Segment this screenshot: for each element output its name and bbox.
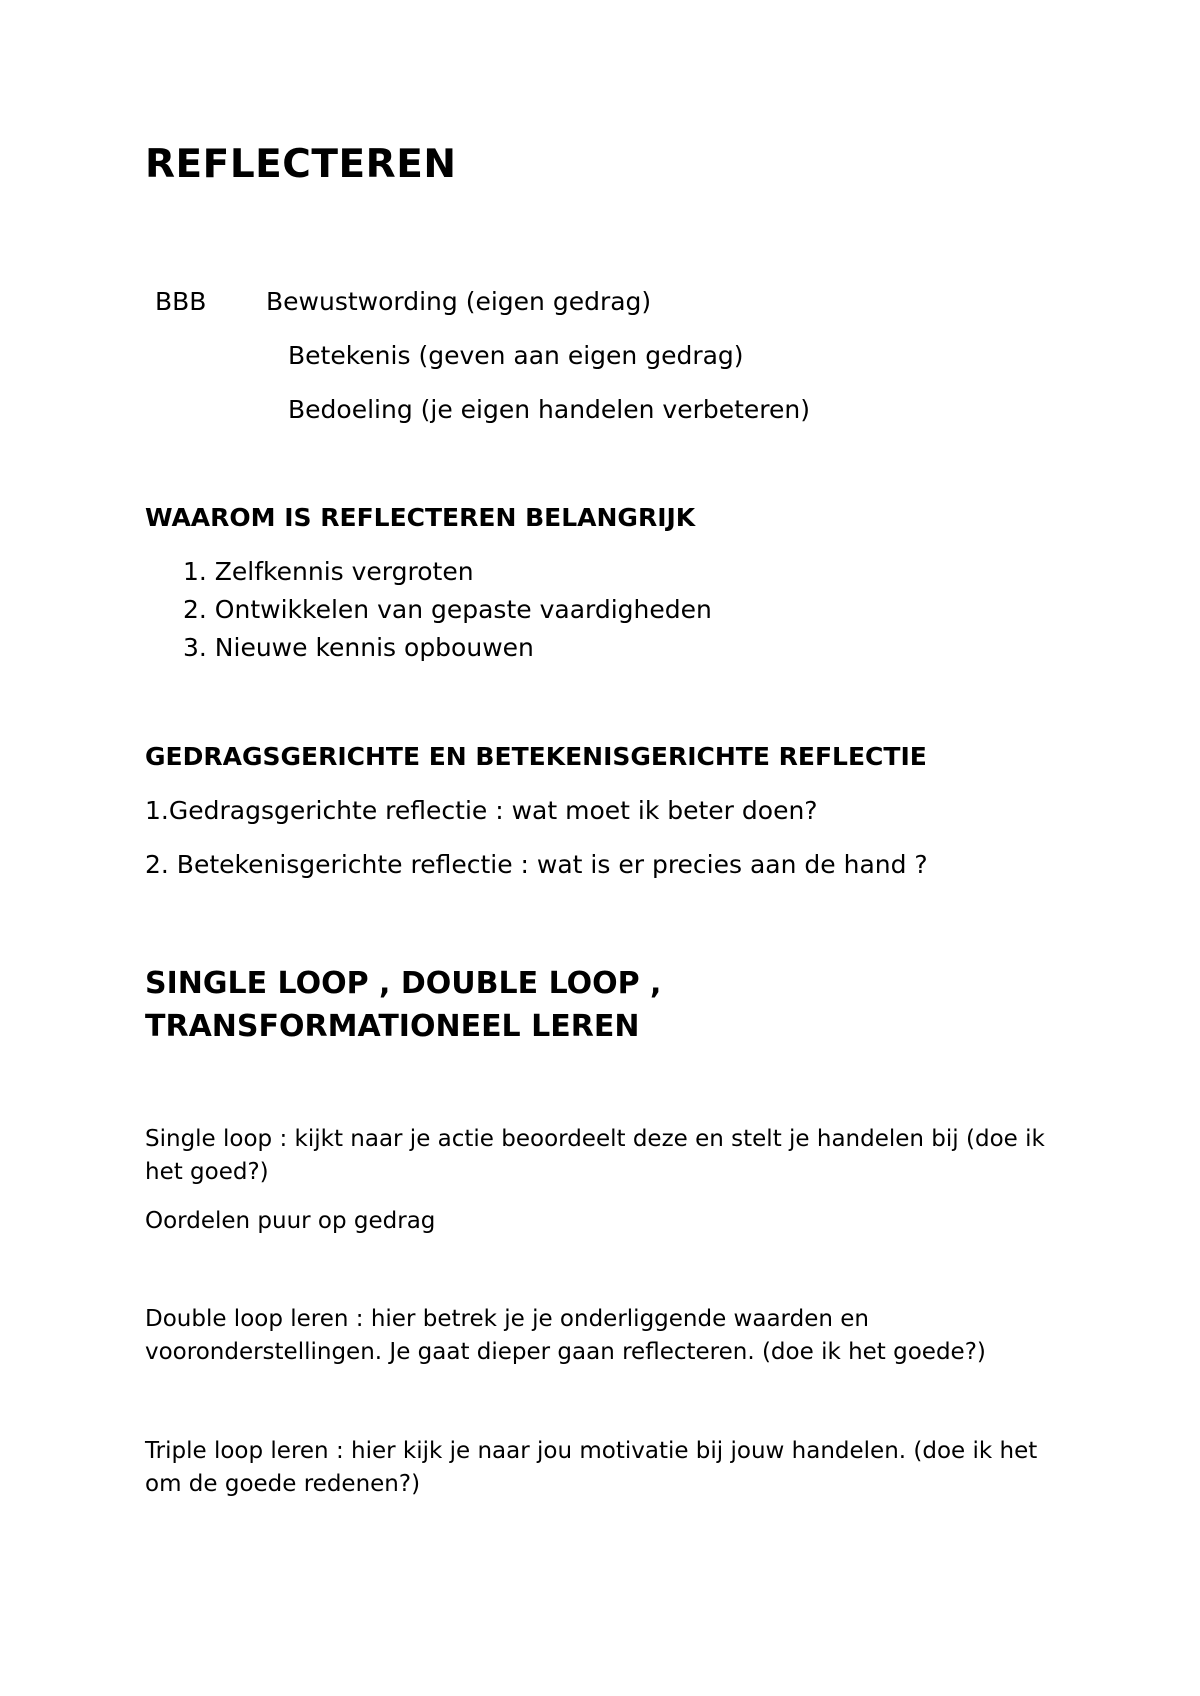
bbb-item-bewustwording: Bewustwording (eigen gedrag) bbox=[266, 287, 652, 316]
waarom-list-item: 2. Ontwikkelen van gepaste vaardigheden bbox=[183, 595, 712, 624]
single-loop-note: Oordelen puur op gedrag bbox=[145, 1208, 436, 1234]
page-title: REFLECTEREN bbox=[145, 142, 457, 187]
bbb-item-bedoeling: Bedoeling (je eigen handelen verbeteren) bbox=[288, 395, 810, 424]
double-loop-paragraph: Double loop leren : hier betrek je je onderliggende waarden en vooronderstellingen. Je gaat dieper gaan reflecteren. (doe ik het goede?) bbox=[145, 1306, 986, 1365]
triple-loop-paragraph: Triple loop leren : hier kijk je naar jou motivatie bij jouw handelen. (doe ik het om de goede redenen?) bbox=[145, 1438, 1038, 1497]
bbb-label: BBB bbox=[155, 287, 207, 316]
loops-heading-line2: TRANSFORMATIONEEL LEREN bbox=[145, 1009, 640, 1044]
waarom-list-item: 1. Zelfkennis vergroten bbox=[183, 557, 474, 586]
bbb-item-betekenis: Betekenis (geven aan eigen gedrag) bbox=[288, 341, 744, 370]
gedrag-heading: GEDRAGSGERICHTE EN BETEKENISGERICHTE REFLECTIE bbox=[145, 742, 927, 771]
waarom-list-item: 3. Nieuwe kennis opbouwen bbox=[183, 633, 534, 662]
gedrag-list-item: 1.Gedragsgerichte reflectie : wat moet ik beter doen? bbox=[145, 796, 818, 825]
single-loop-paragraph: Single loop : kijkt naar je actie beoordeelt deze en stelt je handelen bij (doe ik het goed?) bbox=[145, 1126, 1045, 1185]
loops-heading-line1: SINGLE LOOP , DOUBLE LOOP , bbox=[145, 966, 662, 1001]
gedrag-list-item: 2. Betekenisgerichte reflectie : wat is er precies aan de hand ? bbox=[145, 850, 928, 879]
waarom-heading: WAAROM IS REFLECTEREN BELANGRIJK bbox=[145, 503, 696, 532]
